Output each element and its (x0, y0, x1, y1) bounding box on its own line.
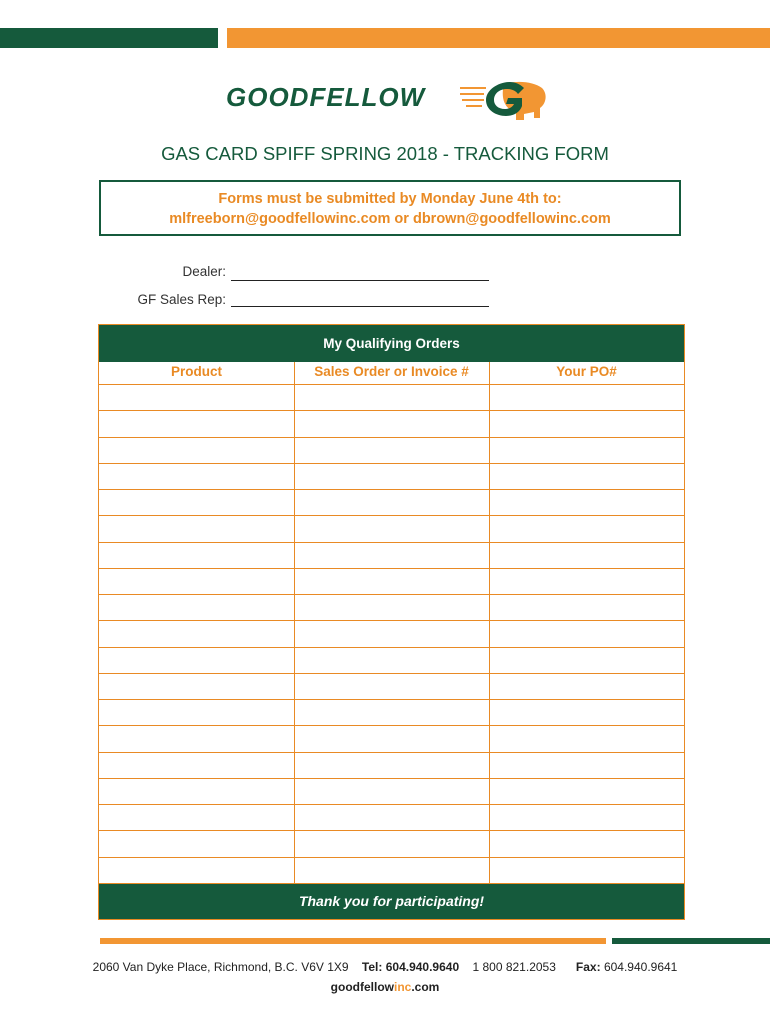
po-cell[interactable] (490, 385, 683, 409)
sales-order-cell[interactable] (295, 516, 488, 540)
footer-contact (0, 960, 770, 974)
sales-order-cell[interactable] (295, 438, 488, 462)
sales-order-cell[interactable] (295, 490, 488, 514)
product-cell[interactable] (100, 621, 293, 645)
sales-order-cell[interactable] (295, 648, 488, 672)
sales-order-cell[interactable] (295, 411, 488, 435)
po-cell[interactable] (490, 569, 683, 593)
sales-order-cell[interactable] (295, 858, 488, 882)
thank-you-footer: Thank you for participating! (99, 883, 684, 919)
po-cell[interactable] (490, 411, 683, 435)
footer-tel-label: Tel: (361, 960, 383, 974)
sales-order-cell[interactable] (295, 543, 488, 567)
column-product: Product (170, 364, 222, 379)
website-inc: inc (393, 980, 412, 994)
sales-order-cell[interactable] (295, 464, 488, 488)
sales-order-cell[interactable] (295, 385, 488, 409)
sales-order-cell[interactable] (295, 674, 488, 698)
product-cell[interactable] (100, 805, 293, 829)
po-cell[interactable] (490, 490, 683, 514)
po-cell[interactable] (490, 621, 683, 645)
product-cell[interactable] (100, 543, 293, 567)
po-cell[interactable] (490, 726, 683, 750)
table-row-divider (99, 883, 684, 884)
po-cell[interactable] (490, 595, 683, 619)
column-your-po: Your PO# (556, 364, 617, 379)
sales-order-cell[interactable] (295, 569, 488, 593)
goodfellow-logo (222, 78, 548, 122)
product-cell[interactable] (100, 779, 293, 803)
po-cell[interactable] (490, 700, 683, 724)
product-cell[interactable] (100, 831, 293, 855)
submission-notice (99, 180, 681, 236)
product-cell[interactable] (100, 595, 293, 619)
product-cell[interactable] (100, 438, 293, 462)
po-cell[interactable] (490, 674, 683, 698)
product-cell[interactable] (100, 726, 293, 750)
po-cell[interactable] (490, 516, 683, 540)
sales-order-cell[interactable] (295, 753, 488, 777)
sales-order-cell[interactable] (295, 595, 488, 619)
product-cell[interactable] (100, 674, 293, 698)
dealer-label: Dealer: (182, 264, 226, 279)
po-cell[interactable] (490, 464, 683, 488)
footer-website[interactable] (0, 980, 770, 994)
table-heading: My Qualifying Orders (99, 325, 684, 362)
qualifying-orders-table (98, 324, 685, 920)
po-cell[interactable] (490, 648, 683, 672)
form-title: GAS CARD SPIFF SPRING 2018 - TRACKING FORM (161, 143, 609, 164)
product-cell[interactable] (100, 858, 293, 882)
product-cell[interactable] (100, 753, 293, 777)
footer-fax-label: Fax: (575, 960, 601, 974)
sales-rep-label: GF Sales Rep: (137, 292, 226, 307)
product-cell[interactable] (100, 411, 293, 435)
logo-wordmark: GOODFELLOW (226, 82, 426, 112)
logo-g-emblem-icon (460, 78, 550, 122)
footer-tollfree: 1 800 821.2053 (472, 960, 556, 974)
column-sales-order: Sales Order or Invoice # (314, 364, 469, 379)
product-cell[interactable] (100, 700, 293, 724)
product-cell[interactable] (100, 490, 293, 514)
po-cell[interactable] (490, 438, 683, 462)
footer-tel: 604.940.9640 (385, 960, 460, 974)
product-cell[interactable] (100, 464, 293, 488)
notice-deadline: Forms must be submitted by Monday June 4th to: (218, 191, 562, 207)
footer-address: 2060 Van Dyke Place, Richmond, B.C. V6V 1X9 (92, 960, 349, 974)
website-suffix: .com (411, 980, 440, 994)
dealer-field[interactable] (231, 280, 489, 281)
sales-order-cell[interactable] (295, 779, 488, 803)
product-cell[interactable] (100, 516, 293, 540)
footer-green-bar (612, 938, 770, 944)
po-cell[interactable] (490, 805, 683, 829)
po-cell[interactable] (490, 858, 683, 882)
sales-order-cell[interactable] (295, 805, 488, 829)
footer-orange-bar (100, 938, 606, 944)
product-cell[interactable] (100, 569, 293, 593)
website-prefix: goodfellow (330, 980, 394, 994)
po-cell[interactable] (490, 779, 683, 803)
po-cell[interactable] (490, 753, 683, 777)
po-cell[interactable] (490, 831, 683, 855)
po-cell[interactable] (490, 543, 683, 567)
notice-emails: mlfreeborn@goodfellowinc.com or dbrown@goodfellowinc.com (169, 211, 611, 227)
table-column-headers (99, 362, 684, 384)
product-cell[interactable] (100, 385, 293, 409)
sales-order-cell[interactable] (295, 831, 488, 855)
sales-rep-field[interactable] (231, 306, 489, 307)
sales-order-cell[interactable] (295, 726, 488, 750)
footer-fax: 604.940.9641 (603, 960, 678, 974)
header-orange-bar (227, 28, 770, 48)
sales-order-cell[interactable] (295, 621, 488, 645)
header-green-bar (0, 28, 218, 48)
sales-order-cell[interactable] (295, 700, 488, 724)
product-cell[interactable] (100, 648, 293, 672)
